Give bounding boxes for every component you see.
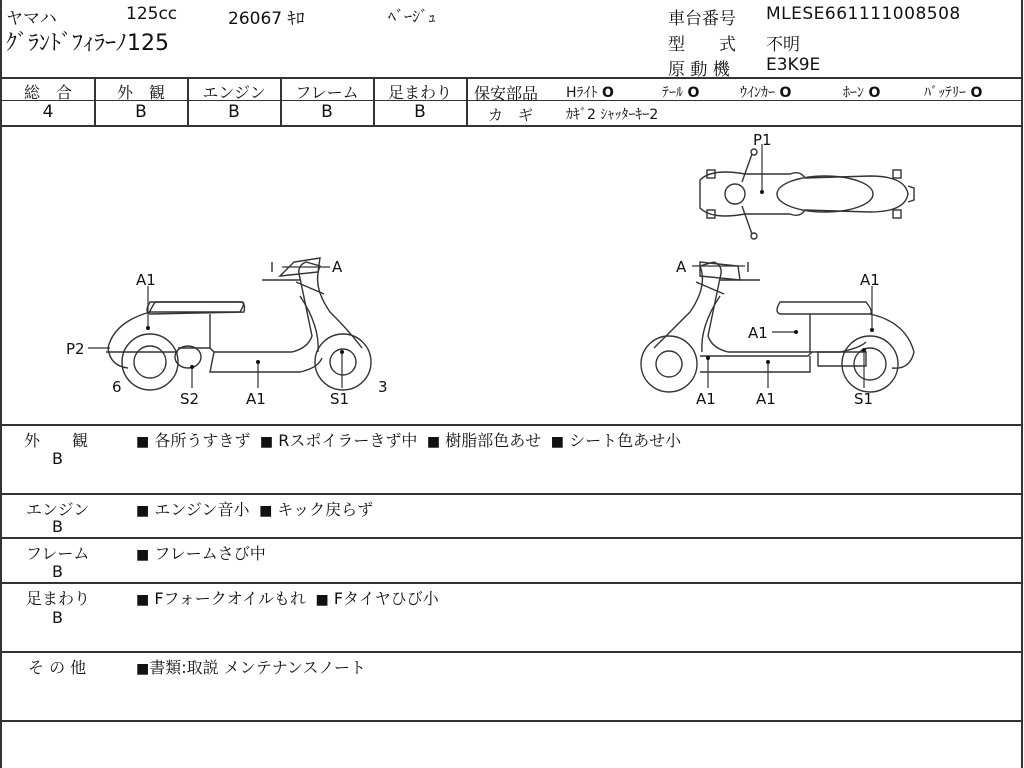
tail-mark: O <box>687 85 700 101</box>
note-items-suspension: ■ Fフォークオイルもれ ■ Fタイヤひび小 <box>136 589 439 608</box>
safety-item-horn: ﾎｰﾝ O <box>843 85 881 101</box>
label-s1-right: S1 <box>854 390 874 408</box>
label-a1-left-floor: A1 <box>246 390 266 408</box>
divider-note-1 <box>0 493 1023 495</box>
type-label: 型 式 <box>668 35 736 55</box>
color: ﾍﾞｰｼﾞｭ <box>388 7 437 26</box>
note-grade-suspension: B <box>52 608 63 627</box>
label-a1-right-mid: A1 <box>748 324 768 342</box>
safety-item-tail: ﾃｰﾙ O <box>662 85 700 101</box>
label-a1-right-front: A1 <box>696 390 716 408</box>
grade-value-engine: B <box>228 102 240 122</box>
grade-label-suspension: 足まわり <box>387 83 452 102</box>
grade-value-suspension: B <box>414 102 426 122</box>
label-a1-right-rear: A1 <box>860 271 880 289</box>
chassis-label: 車台番号 <box>668 9 736 29</box>
label-s2: S2 <box>180 390 200 408</box>
label-3: 3 <box>378 378 388 396</box>
grade-value-frame: B <box>321 102 333 122</box>
note-label-frame: フレーム <box>26 544 90 563</box>
engine-value: E3K9E <box>766 55 821 75</box>
type-value: 不明 <box>766 35 800 55</box>
note-items-other: ■書類:取説 メンテナンスノート <box>136 658 366 677</box>
safety-item-winker: ｳｲﾝｶｰ O <box>740 85 792 101</box>
note-grade-exterior: B <box>52 449 63 468</box>
divider-diagram <box>0 424 1023 426</box>
divider-header <box>0 77 1023 79</box>
mileage: 26067 ｷﾛ <box>228 9 305 29</box>
grade-label-exterior: 外 観 <box>116 83 165 102</box>
battery-mark: O <box>970 85 983 101</box>
note-label-other: そ の 他 <box>28 658 87 677</box>
grade-label-engine: エンジン <box>202 83 266 102</box>
grade-divider <box>466 77 468 126</box>
label-6: 6 <box>112 378 122 396</box>
note-items-engine: ■ エンジン音小 ■ キック戻らず <box>136 500 374 519</box>
engine-label: 原 動 機 <box>668 60 730 80</box>
horn-mark: O <box>868 85 881 101</box>
winker-mark: O <box>779 85 792 101</box>
note-label-engine: エンジン <box>26 500 90 519</box>
grade-label-frame: フレーム <box>295 83 359 102</box>
divider-note-2 <box>0 537 1023 539</box>
chassis-value: MLESE661111008508 <box>766 4 961 24</box>
note-grade-engine: B <box>52 517 63 536</box>
label-p1: P1 <box>753 131 772 149</box>
note-label-suspension: 足まわり <box>26 589 91 608</box>
maker: ヤマハ <box>6 9 57 29</box>
key-value: ｶｷﾞ2 ｼｬｯﾀｰｷｰ2 <box>566 107 659 123</box>
displacement: 125cc <box>126 4 178 24</box>
safety-item-battery: ﾊﾞｯﾃﾘｰ O <box>924 85 983 101</box>
label-s1-left: S1 <box>330 390 350 408</box>
grade-value-exterior: B <box>135 102 147 122</box>
note-items-exterior: ■ 各所うすきず ■ Rスポイラーきず中 ■ 樹脂部色あせ ■ シート色あせ小 <box>136 431 682 450</box>
damage-diagram <box>0 126 1020 424</box>
divider-note-5 <box>0 720 1023 722</box>
divider-note-3 <box>0 582 1023 584</box>
label-a-right-handle: A <box>676 258 687 276</box>
label-a-left-handle: A <box>332 258 343 276</box>
model-name: ｸﾞﾗﾝﾄﾞﾌｨﾗｰﾉ125 <box>6 31 169 56</box>
label-p2: P2 <box>66 340 85 358</box>
key-label: カ ギ <box>488 106 534 124</box>
divider-note-4 <box>0 651 1023 653</box>
safety-label: 保安部品 <box>474 84 539 103</box>
safety-item-headlight: Hﾗｲﾄ O <box>566 85 614 101</box>
scooter-top-view <box>700 149 914 239</box>
grade-label-total: 総 合 <box>23 83 72 102</box>
label-a1-left-seat: A1 <box>136 271 156 289</box>
note-grade-frame: B <box>52 562 63 581</box>
grade-value-total: 4 <box>42 102 54 122</box>
note-label-exterior: 外 観 <box>24 431 89 450</box>
headlight-mark: O <box>601 85 614 101</box>
label-a1-right-floor: A1 <box>756 390 776 408</box>
note-items-frame: ■ フレームさび中 <box>136 544 266 563</box>
